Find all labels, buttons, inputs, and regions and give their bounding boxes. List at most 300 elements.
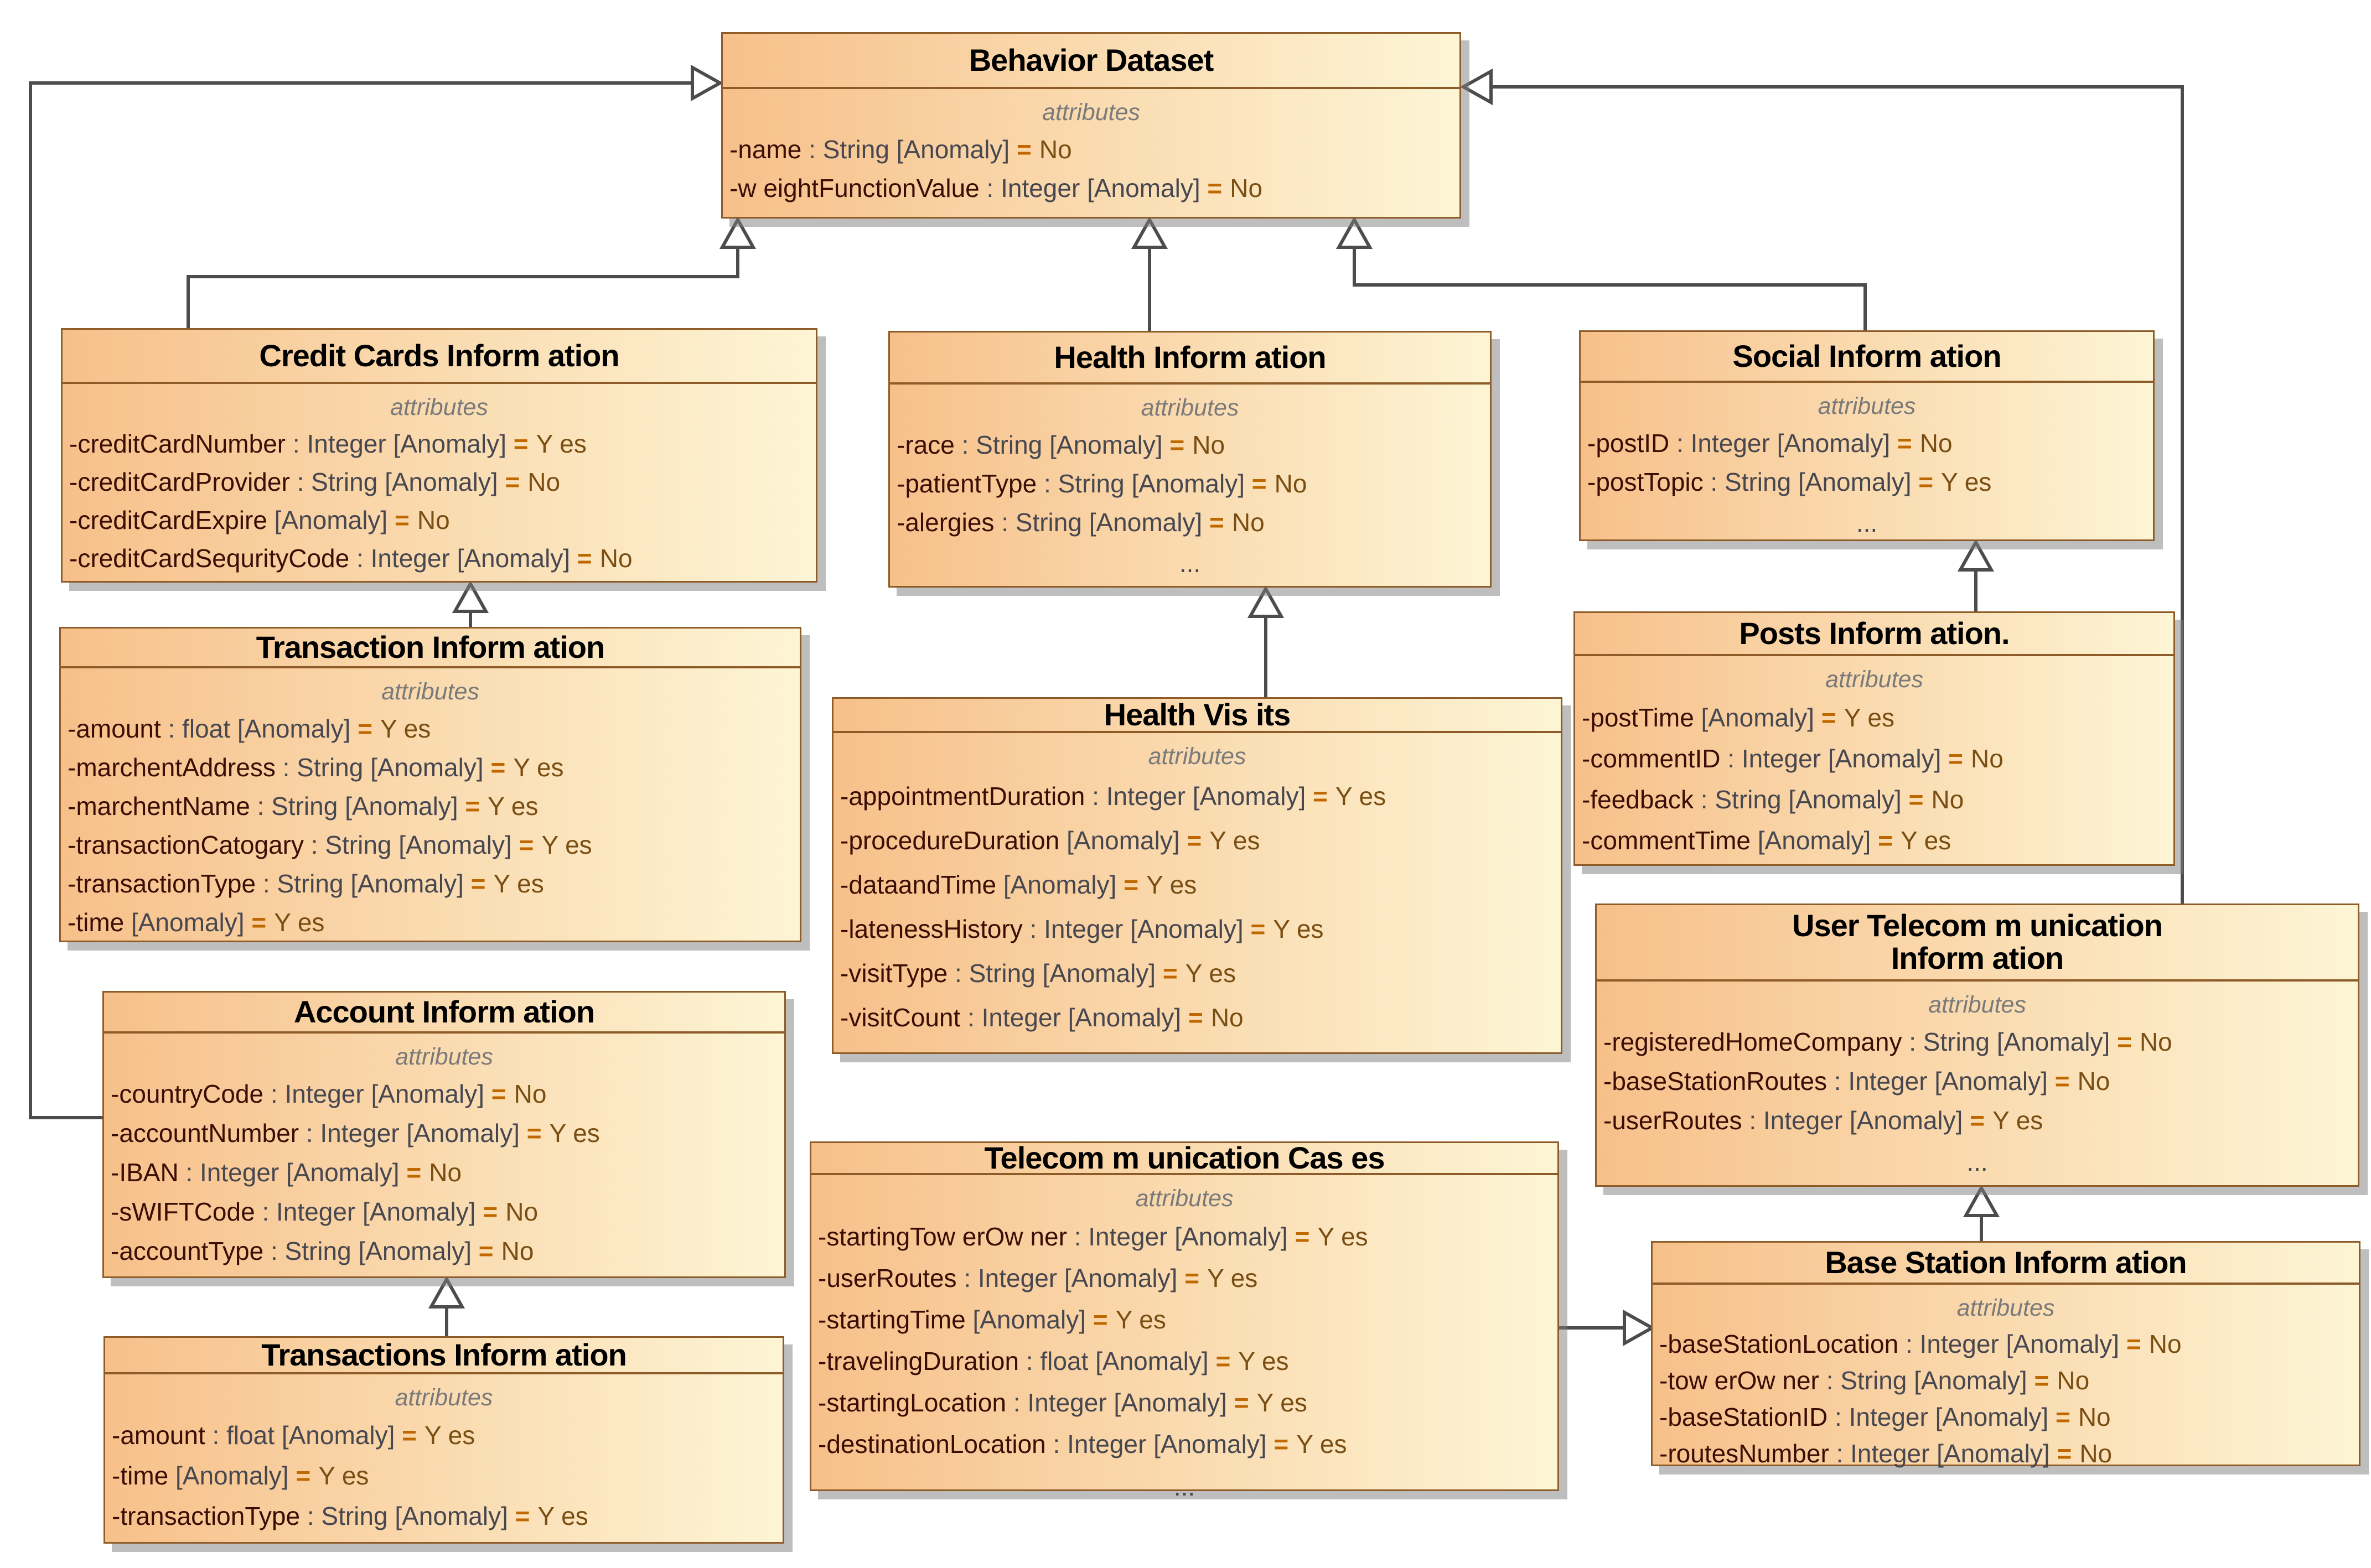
class-box-social-information: [1579, 330, 2155, 541]
attribute-default-value: No: [1210, 1003, 1244, 1032]
attributes-section-label: attributes: [1042, 99, 1140, 126]
class-box-base-station-information: [1651, 1241, 2360, 1466]
class-title-text: Health Vis its: [1104, 697, 1291, 732]
attribute-row: [1575, 738, 2173, 779]
edge-social-to-behavior: [1354, 247, 1865, 330]
attribute-type: [Anomaly]: [168, 1461, 296, 1490]
attribute-equals: =: [1207, 174, 1223, 203]
attribute-equals: =: [1918, 468, 1934, 496]
attribute-type: : Integer [Anomaly]: [286, 429, 514, 458]
attribute-equals: =: [465, 792, 480, 821]
attribute-row: [1597, 1022, 2358, 1062]
attribute-name: -race: [897, 430, 955, 459]
attribute-row: [61, 709, 800, 748]
attribute-type: : String [Anomaly]: [250, 792, 465, 821]
arrowhead-usertelecom-to-behavior: [1463, 71, 1491, 102]
attribute-equals: =: [2117, 1027, 2132, 1056]
attribute-default-value: Y es: [537, 1502, 588, 1530]
attribute-default-value: No: [1919, 429, 1953, 458]
attribute-name: -w eightFunctionValue: [729, 174, 980, 203]
arrowhead-transactions2-to-account: [431, 1279, 462, 1307]
attribute-name: -destinationLocation: [818, 1430, 1046, 1458]
attribute-row: [1581, 424, 2153, 463]
attribute-row: [1597, 1101, 2358, 1140]
attribute-row: [811, 1216, 1557, 1258]
attribute-row: [834, 907, 1561, 951]
attribute-name: -creditCardProvider: [69, 468, 290, 496]
class-title-text: Base Station Inform ation: [1825, 1244, 2187, 1280]
ellipsis-more-attributes: ...: [1173, 1472, 1195, 1501]
attribute-name: -transactionType: [68, 869, 256, 898]
attribute-equals: =: [1093, 1305, 1108, 1334]
class-title-text: Transactions Inform ation: [261, 1337, 627, 1372]
attribute-row: [63, 539, 816, 578]
attribute-name: -marchentAddress: [68, 753, 276, 782]
attribute-name: -visitCount: [840, 1003, 961, 1032]
attribute-equals: =: [2054, 1067, 2070, 1095]
attribute-name: -postID: [1587, 429, 1670, 458]
attribute-type: : Integer [Anomaly]: [263, 1079, 491, 1108]
attribute-equals: =: [1821, 703, 1836, 732]
attribute-equals: =: [491, 1079, 506, 1108]
attribute-row: [63, 463, 816, 501]
attribute-row: [811, 1382, 1557, 1424]
attribute-name: -visitType: [840, 959, 948, 988]
attribute-name: -postTopic: [1587, 468, 1704, 496]
attribute-name: -alergies: [897, 508, 995, 537]
class-box-user-telecommunication-information: [1595, 904, 2359, 1187]
attribute-equals: =: [1209, 508, 1224, 537]
attribute-default-value: Y es: [1238, 1347, 1289, 1375]
attribute-type: : Integer [Anomaly]: [956, 1264, 1185, 1292]
class-box-health-visits: [832, 697, 1562, 1054]
attribute-type: : String [Anomaly]: [300, 1502, 515, 1530]
attribute-default-value: Y es: [1207, 1264, 1258, 1292]
attributes-section: [723, 89, 1459, 207]
class-title: [105, 1338, 783, 1374]
attribute-equals: =: [1234, 1388, 1249, 1417]
attribute-name: -IBAN: [111, 1158, 179, 1187]
attribute-row: [834, 774, 1561, 818]
attribute-row: [1597, 1062, 2358, 1101]
attribute-name: -commentID: [1582, 744, 1721, 773]
attribute-row: [723, 130, 1459, 169]
attribute-row: [723, 169, 1459, 207]
attribute-equals: =: [395, 506, 410, 534]
class-title: [1581, 332, 2153, 383]
attribute-row: [834, 995, 1561, 1040]
attribute-equals: =: [358, 714, 373, 743]
attribute-default-value: Y es: [1992, 1106, 2043, 1135]
attribute-equals: =: [1273, 1430, 1289, 1458]
attribute-default-value: Y es: [1256, 1388, 1307, 1417]
attribute-type: : String [Anomaly]: [1037, 469, 1252, 498]
attribute-default-value: Y es: [493, 869, 544, 898]
attribute-default-value: No: [1039, 135, 1072, 164]
attribute-default-value: No: [2077, 1067, 2110, 1095]
attribute-row: [834, 818, 1561, 863]
attribute-name: -amount: [68, 714, 161, 743]
attribute-type: : Integer [Anomaly]: [979, 174, 1208, 203]
ellipsis-more-attributes: ...: [1179, 549, 1201, 578]
attribute-name: -baseStationRoutes: [1603, 1067, 1828, 1095]
attribute-default-value: Y es: [541, 830, 592, 859]
attribute-type: : Integer [Anomaly]: [1898, 1330, 2126, 1358]
attribute-default-value: Y es: [1941, 468, 1992, 496]
attribute-default-value: No: [2139, 1027, 2172, 1056]
attribute-type: : float [Anomaly]: [205, 1421, 402, 1450]
attribute-default-value: Y es: [1335, 782, 1386, 811]
attribute-equals: =: [2057, 1439, 2072, 1468]
attribute-equals: =: [577, 544, 592, 573]
attribute-type: : String [Anomaly]: [256, 869, 471, 898]
attribute-equals: =: [1313, 782, 1328, 811]
class-title: [834, 699, 1561, 733]
attribute-type: : Integer [Anomaly]: [1045, 1430, 1274, 1458]
attribute-default-value: Y es: [1185, 959, 1236, 988]
attribute-default-value: Y es: [1115, 1305, 1166, 1334]
attribute-type: : Integer [Anomaly]: [1669, 429, 1897, 458]
attribute-row: [1575, 820, 2173, 861]
attribute-type: : String [Anomaly]: [1819, 1366, 2034, 1395]
attribute-name: -dataandTime: [840, 870, 997, 899]
attribute-row: [834, 863, 1561, 907]
attribute-name: -transactionCatogary: [68, 830, 304, 859]
class-title-text: Account Inform ation: [293, 994, 595, 1029]
attribute-type: : Integer [Anomaly]: [349, 544, 577, 573]
attribute-default-value: No: [505, 1197, 539, 1226]
attribute-name: -creditCardExpire: [69, 506, 267, 534]
attribute-name: -amount: [112, 1421, 205, 1450]
attribute-row: [1581, 463, 2153, 501]
attribute-equals: =: [505, 468, 520, 496]
attributes-section: [105, 1374, 783, 1536]
attribute-row: [105, 1415, 783, 1456]
attribute-row: [1653, 1435, 2359, 1472]
attribute-equals: =: [483, 1197, 498, 1226]
attribute-default-value: Y es: [1900, 826, 1951, 855]
attribute-type: : Integer [Anomaly]: [1827, 1067, 2055, 1095]
arrowhead-telecomcases-to-basestation: [1624, 1312, 1652, 1343]
attribute-equals: =: [251, 908, 267, 937]
attribute-default-value: No: [2079, 1439, 2113, 1468]
edge-account-to-behavior: [30, 83, 692, 1118]
attribute-type: : Integer [Anomaly]: [1742, 1106, 1970, 1135]
attribute-row: [61, 864, 800, 903]
attribute-default-value: No: [1192, 430, 1225, 459]
attributes-section: [61, 668, 800, 942]
attribute-type: : String [Anomaly]: [1694, 785, 1909, 814]
attribute-row: [61, 825, 800, 864]
class-title-text: Transaction Inform ation: [256, 629, 605, 664]
attribute-type: : String [Anomaly]: [303, 830, 519, 859]
class-box-credit-cards-information: [61, 328, 817, 583]
attribute-row: [104, 1114, 784, 1153]
attribute-equals: =: [515, 1502, 530, 1530]
attribute-name: -baseStationID: [1659, 1403, 1828, 1431]
attribute-type: : Integer [Anomaly]: [1022, 915, 1251, 943]
attribute-equals: =: [490, 753, 506, 782]
attribute-name: -routesNumber: [1659, 1439, 1829, 1468]
attribute-type: [Anomaly]: [1751, 826, 1878, 855]
attribute-row: [1653, 1362, 2359, 1399]
attributes-section-label: attributes: [1818, 393, 1916, 419]
class-title-text: Credit Cards Inform ation: [259, 338, 619, 373]
attribute-name: -registeredHomeCompany: [1603, 1027, 1902, 1056]
attribute-type: : String [Anomaly]: [289, 468, 505, 496]
attribute-row: [63, 501, 816, 539]
attribute-name: -startingTow erOw ner: [818, 1222, 1067, 1251]
class-title: [104, 993, 784, 1034]
attribute-default-value: No: [501, 1237, 534, 1265]
attribute-type: [Anomaly]: [996, 870, 1124, 899]
attribute-type: : Integer [Anomaly]: [178, 1158, 407, 1187]
class-title-text-line2: Inform ation: [1891, 941, 2064, 975]
attribute-name: -sWIFTCode: [111, 1197, 255, 1226]
attribute-name: -time: [112, 1461, 169, 1490]
attribute-equals: =: [296, 1461, 311, 1490]
attribute-name: -userRoutes: [818, 1264, 957, 1292]
attribute-row: [105, 1496, 783, 1536]
class-title: [1597, 905, 2358, 982]
attribute-type: : Integer [Anomaly]: [1720, 744, 1949, 773]
edge-credit-to-behavior: [188, 247, 738, 328]
attribute-default-value: No: [2149, 1330, 2182, 1358]
attribute-default-value: Y es: [1317, 1222, 1368, 1251]
attribute-equals: =: [526, 1119, 542, 1148]
attribute-default-value: Y es: [380, 714, 431, 743]
attribute-type: : float [Anomaly]: [1019, 1347, 1216, 1375]
attribute-row: [63, 425, 816, 463]
attribute-type: : String [Anomaly]: [994, 508, 1210, 537]
attributes-section-label: attributes: [381, 678, 479, 705]
attribute-equals: =: [1897, 429, 1912, 458]
attribute-name: -patientType: [897, 469, 1037, 498]
attributes-section-label: attributes: [390, 394, 488, 420]
attribute-default-value: Y es: [1209, 826, 1260, 855]
attribute-default-value: No: [429, 1158, 462, 1187]
attribute-equals: =: [1162, 959, 1178, 988]
attribute-row: [811, 1258, 1557, 1299]
attribute-default-value: Y es: [536, 429, 587, 458]
arrowhead-posts-to-social: [1960, 542, 1991, 570]
attribute-default-value: No: [1231, 508, 1265, 537]
attribute-row: [104, 1232, 784, 1271]
attribute-row: [104, 1153, 784, 1192]
attributes-section: [811, 1175, 1557, 1500]
attribute-name: -travelingDuration: [818, 1347, 1019, 1375]
attribute-name: -latenessHistory: [840, 915, 1023, 943]
attribute-type: [Anomaly]: [124, 908, 252, 937]
attribute-equals: =: [2055, 1403, 2070, 1431]
attribute-default-value: Y es: [1146, 870, 1197, 899]
attribute-name: -procedureDuration: [840, 826, 1060, 855]
attribute-equals: =: [1908, 785, 1924, 814]
attribute-type: : String [Anomaly]: [1902, 1027, 2118, 1056]
attribute-row: [61, 787, 800, 825]
ellipsis-more-attributes: ...: [1856, 508, 1878, 537]
class-title: [811, 1140, 1557, 1175]
attribute-default-value: No: [599, 544, 633, 573]
attribute-type: : Integer [Anomaly]: [299, 1119, 527, 1148]
attribute-default-value: Y es: [1296, 1430, 1347, 1458]
attribute-type: : Integer [Anomaly]: [1828, 1403, 2056, 1431]
attribute-row: [890, 503, 1490, 542]
attribute-default-value: No: [1274, 469, 1307, 498]
attribute-type: [Anomaly]: [965, 1305, 1093, 1334]
attribute-type: : String [Anomaly]: [275, 753, 491, 782]
attribute-row: [834, 951, 1561, 995]
attribute-equals: =: [406, 1158, 422, 1187]
attribute-type: : Integer [Anomaly]: [960, 1003, 1188, 1032]
arrowhead-health-to-behavior: [1134, 220, 1165, 247]
arrowhead-basestation-to-usertelecom: [1966, 1188, 1997, 1216]
attribute-default-value: No: [417, 506, 450, 534]
attribute-row: [104, 1074, 784, 1114]
attribute-equals: =: [470, 869, 486, 898]
attribute-row: [890, 464, 1490, 503]
attribute-name: -marchentName: [68, 792, 250, 821]
attribute-equals: =: [1250, 915, 1266, 943]
class-box-telecommunication-cases: [810, 1140, 1559, 1501]
attribute-name: -feedback: [1582, 785, 1694, 814]
attribute-row: [104, 1192, 784, 1232]
class-title: [1575, 613, 2173, 656]
attributes-section-label: attributes: [1928, 991, 2026, 1018]
attributes-section-label: attributes: [395, 1384, 493, 1411]
class-title-text: Posts Inform ation.: [1739, 615, 2010, 651]
attribute-equals: =: [1169, 430, 1185, 459]
class-title-text: Behavior Dataset: [969, 42, 1214, 77]
attributes-section-label: attributes: [1956, 1295, 2055, 1321]
class-title-text: User Telecom m unication: [1792, 908, 2162, 943]
attribute-name: -transactionType: [112, 1502, 301, 1530]
attribute-type: : String [Anomaly]: [263, 1237, 479, 1265]
attribute-type: : Integer [Anomaly]: [255, 1197, 483, 1226]
attributes-section-label: attributes: [1148, 743, 1246, 770]
attribute-equals: =: [1878, 826, 1893, 855]
class-box-health-information: [888, 331, 1492, 588]
attribute-default-value: Y es: [488, 792, 539, 821]
attribute-name: -countryCode: [111, 1079, 264, 1108]
class-box-account-information: [102, 991, 786, 1278]
attribute-row: [890, 425, 1490, 464]
attribute-type: : String [Anomaly]: [948, 959, 1163, 988]
attribute-equals: =: [1017, 135, 1032, 164]
class-title: [1653, 1243, 2359, 1285]
attributes-section: [63, 384, 816, 578]
attribute-default-value: Y es: [513, 753, 564, 782]
attribute-equals: =: [1187, 826, 1202, 855]
attribute-type: [Anomaly]: [267, 506, 395, 534]
attribute-row: [61, 748, 800, 787]
attribute-default-value: No: [1931, 785, 1964, 814]
attribute-type: [Anomaly]: [1694, 703, 1821, 732]
attribute-name: -name: [729, 135, 802, 164]
attributes-section-label: attributes: [395, 1043, 493, 1070]
attribute-row: [811, 1299, 1557, 1341]
attribute-default-value: No: [2078, 1403, 2111, 1431]
attribute-type: [Anomaly]: [1059, 826, 1187, 855]
attribute-type: : Integer [Anomaly]: [1006, 1388, 1234, 1417]
attribute-equals: =: [1295, 1222, 1310, 1251]
attribute-row: [811, 1341, 1557, 1382]
attribute-name: -tow erOw ner: [1659, 1366, 1819, 1395]
arrowhead-social-to-behavior: [1339, 220, 1370, 247]
class-title-text: Health Inform ation: [1054, 339, 1326, 375]
attribute-name: -baseStationLocation: [1659, 1330, 1899, 1358]
attribute-name: -startingTime: [818, 1305, 966, 1334]
attributes-section: [1575, 656, 2173, 861]
class-title: [61, 629, 800, 668]
attribute-name: -startingLocation: [818, 1388, 1007, 1417]
attribute-default-value: Y es: [424, 1421, 475, 1450]
attribute-equals: =: [2126, 1330, 2141, 1358]
attribute-equals: =: [1251, 469, 1267, 498]
attribute-row: [811, 1424, 1557, 1465]
attribute-equals: =: [1948, 744, 1964, 773]
attribute-default-value: No: [1230, 174, 1263, 203]
class-title: [890, 333, 1490, 385]
class-title: [63, 330, 816, 384]
attribute-type: : String [Anomaly]: [1703, 468, 1919, 496]
attributes-section: [834, 733, 1561, 1040]
attribute-equals: =: [1184, 1264, 1200, 1292]
attribute-default-value: No: [527, 468, 561, 496]
class-box-transaction-information: [59, 627, 801, 942]
attribute-type: : String [Anomaly]: [954, 430, 1170, 459]
attribute-row: [1575, 779, 2173, 820]
attributes-section-label: attributes: [1135, 1185, 1234, 1212]
attribute-default-value: No: [1971, 744, 2004, 773]
arrowhead-credit-to-behavior: [722, 220, 753, 247]
attribute-default-value: Y es: [318, 1461, 369, 1490]
attribute-equals: =: [1215, 1347, 1231, 1375]
attributes-section-label: attributes: [1141, 394, 1239, 421]
attribute-row: [105, 1456, 783, 1496]
attribute-equals: =: [1124, 870, 1139, 899]
attribute-name: -commentTime: [1582, 826, 1751, 855]
attribute-name: -accountNumber: [111, 1119, 299, 1148]
attribute-default-value: Y es: [1273, 915, 1324, 943]
attributes-section: [1581, 383, 2153, 537]
attribute-row: [1653, 1399, 2359, 1435]
attribute-default-value: Y es: [549, 1119, 600, 1148]
attribute-name: -postTime: [1582, 703, 1694, 732]
arrowhead-transaction-to-credit: [455, 584, 486, 611]
attribute-equals: =: [1188, 1003, 1203, 1032]
class-box-behavior-dataset: [721, 32, 1461, 219]
attributes-section: [1597, 982, 2358, 1176]
attribute-equals: =: [1970, 1106, 1985, 1135]
attribute-name: -appointmentDuration: [840, 782, 1085, 811]
attribute-type: : float [Anomaly]: [161, 714, 358, 743]
attribute-name: -creditCardNumber: [69, 429, 286, 458]
attribute-type: : Integer [Anomaly]: [1829, 1439, 2057, 1468]
attribute-default-value: No: [2057, 1366, 2090, 1395]
attribute-name: -userRoutes: [1603, 1106, 1742, 1135]
attributes-section: [104, 1034, 784, 1271]
attribute-row: [1653, 1326, 2359, 1362]
class-box-posts-information: [1573, 611, 2175, 866]
class-title-text: Social Inform ation: [1732, 338, 2001, 373]
attribute-equals: =: [519, 830, 534, 859]
class-box-transactions-information: [103, 1336, 784, 1544]
attribute-default-value: Y es: [1844, 703, 1894, 732]
attribute-equals: =: [2034, 1366, 2049, 1395]
attribute-row: [1575, 697, 2173, 738]
attribute-equals: =: [513, 429, 529, 458]
